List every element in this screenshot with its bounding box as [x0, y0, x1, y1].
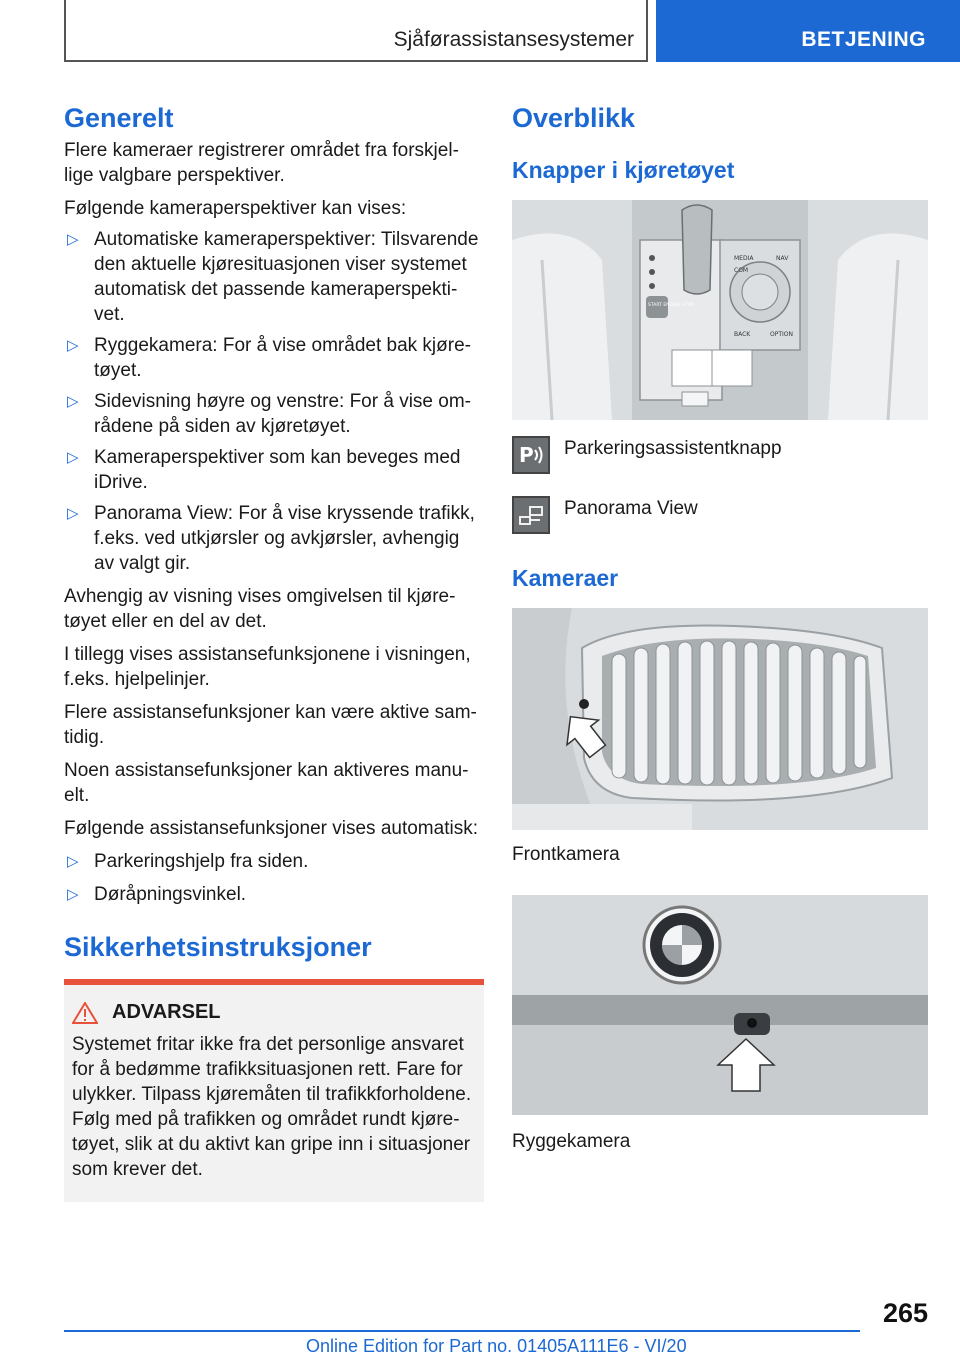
- svg-text:BACK: BACK: [734, 331, 751, 338]
- button-legend-row: [512, 496, 928, 534]
- paragraph: Følgende kameraperspektiver kan vises:: [64, 198, 407, 219]
- overblikk-heading: Overblikk: [512, 103, 636, 133]
- front-camera-illustration: [512, 608, 928, 830]
- parking-assistant-button-icon: [512, 436, 550, 474]
- header-chapter-tab: [656, 0, 960, 62]
- list-item: ▷ Ryggekamera: For å vise området bak kjøre-tøyet.: [67, 335, 471, 381]
- paragraph: Noen assistansefunksjoner kan aktiveres manu-elt.: [64, 760, 469, 806]
- svg-text:NAV: NAV: [776, 255, 789, 262]
- panorama-view-label: Panorama View: [564, 498, 698, 519]
- page-number: 265: [882, 1298, 928, 1328]
- bullet-triangle-icon: ▷: [67, 337, 79, 354]
- footer-edition: Online Edition for Part no. 01405A111E6 - VI/20: [306, 1336, 687, 1356]
- button-legend-row: [512, 436, 928, 474]
- warning-box: [64, 985, 484, 1202]
- bullet-triangle-icon: ▷: [67, 505, 79, 522]
- cameras-heading: Kameraer: [512, 565, 619, 591]
- bullet-triangle-icon: ▷: [67, 449, 79, 466]
- paragraph: Avhengig av visning vises omgivelsen til kjøre-tøyet eller en del av det.: [64, 586, 456, 632]
- safety-heading: Sikkerhetsinstruksjoner: [64, 932, 372, 962]
- paragraph: Følgende assistansefunksjoner vises automatisk:: [64, 818, 478, 839]
- center-console-illustration: [512, 200, 928, 420]
- svg-text:MEDIA: MEDIA: [734, 255, 754, 262]
- svg-text:P: P: [519, 443, 534, 467]
- bullet-triangle-icon: ▷: [67, 853, 79, 870]
- svg-text:START ENGINE STOP: START ENGINE STOP: [648, 303, 694, 308]
- warning-triangle-icon: [72, 1002, 98, 1024]
- warning-text: Systemet fritar ikke fra det personlige ansvaret for å bedømme trafikksituasjonen rett. Fare for ulykker. Tilpass kjøremåten til trafikkforholdene. Følg med på trafikken og området rundt kjøre-tøyet, slik at du aktivt kan gripe inn i situasjoner som krever det.: [72, 1034, 472, 1180]
- bullet-triangle-icon: ▷: [67, 886, 79, 903]
- footer-divider: [64, 1330, 860, 1332]
- rear-camera-image: [512, 895, 928, 1115]
- front-camera-image: [512, 608, 928, 830]
- warning-label: ADVARSEL: [112, 1001, 221, 1023]
- panorama-view-button-icon: [512, 496, 550, 534]
- perspective-list: [64, 227, 484, 576]
- paragraph: I tillegg vises assistansefunksjonene i visningen, f.eks. hjelpelinjer.: [64, 644, 471, 690]
- rear-camera-caption: Ryggekamera: [512, 1131, 631, 1152]
- bullet-triangle-icon: ▷: [67, 393, 79, 410]
- warning-header: [72, 1001, 476, 1024]
- paragraph: Flere kameraer registrerer området fra forskjel-lige valgbare perspektiver.: [64, 140, 459, 186]
- rear-camera-illustration: [512, 895, 928, 1115]
- bullet-triangle-icon: ▷: [67, 231, 79, 248]
- header-section-title: Sjåførassistansesystemer: [393, 28, 634, 51]
- parking-assistant-label: Parkeringsassistentknapp: [564, 438, 782, 459]
- list-item: ▷ Døråpningsvinkel.: [67, 884, 247, 905]
- list-item: ▷ Sidevisning høyre og venstre: For å vise om-rådene på siden av kjøretøyet.: [67, 391, 471, 437]
- right-column: [512, 100, 928, 1154]
- generelt-heading: Generelt: [64, 103, 174, 133]
- list-item: ▷ Kameraperspektiver som kan beveges med iDrive.: [67, 447, 461, 493]
- svg-text:OPTION: OPTION: [770, 331, 793, 338]
- header-section-tab: [64, 0, 648, 62]
- list-item: ▷ Panorama View: For å vise kryssende trafikk, f.eks. ved utkjørsler og avkjørsler, avhengig av valgt gir.: [67, 503, 475, 574]
- center-console-image: [512, 200, 928, 420]
- list-item: ▷ Automatiske kameraperspektiver: Tilsvarende den aktuelle kjøresituasjonen viser systemet automatisk det passende kameraperspekti-vet.: [67, 229, 479, 325]
- front-camera-caption: Frontkamera: [512, 844, 620, 865]
- svg-text:COM: COM: [734, 267, 749, 274]
- buttons-heading: Knapper i kjøretøyet: [512, 157, 735, 183]
- auto-functions-list: [64, 849, 484, 907]
- list-item: ▷ Parkeringshjelp fra siden.: [67, 851, 309, 872]
- paragraph: Flere assistansefunksjoner kan være aktive sam-tidig.: [64, 702, 477, 748]
- left-column: [64, 100, 484, 1202]
- header-chapter-title: BETJENING: [801, 28, 926, 51]
